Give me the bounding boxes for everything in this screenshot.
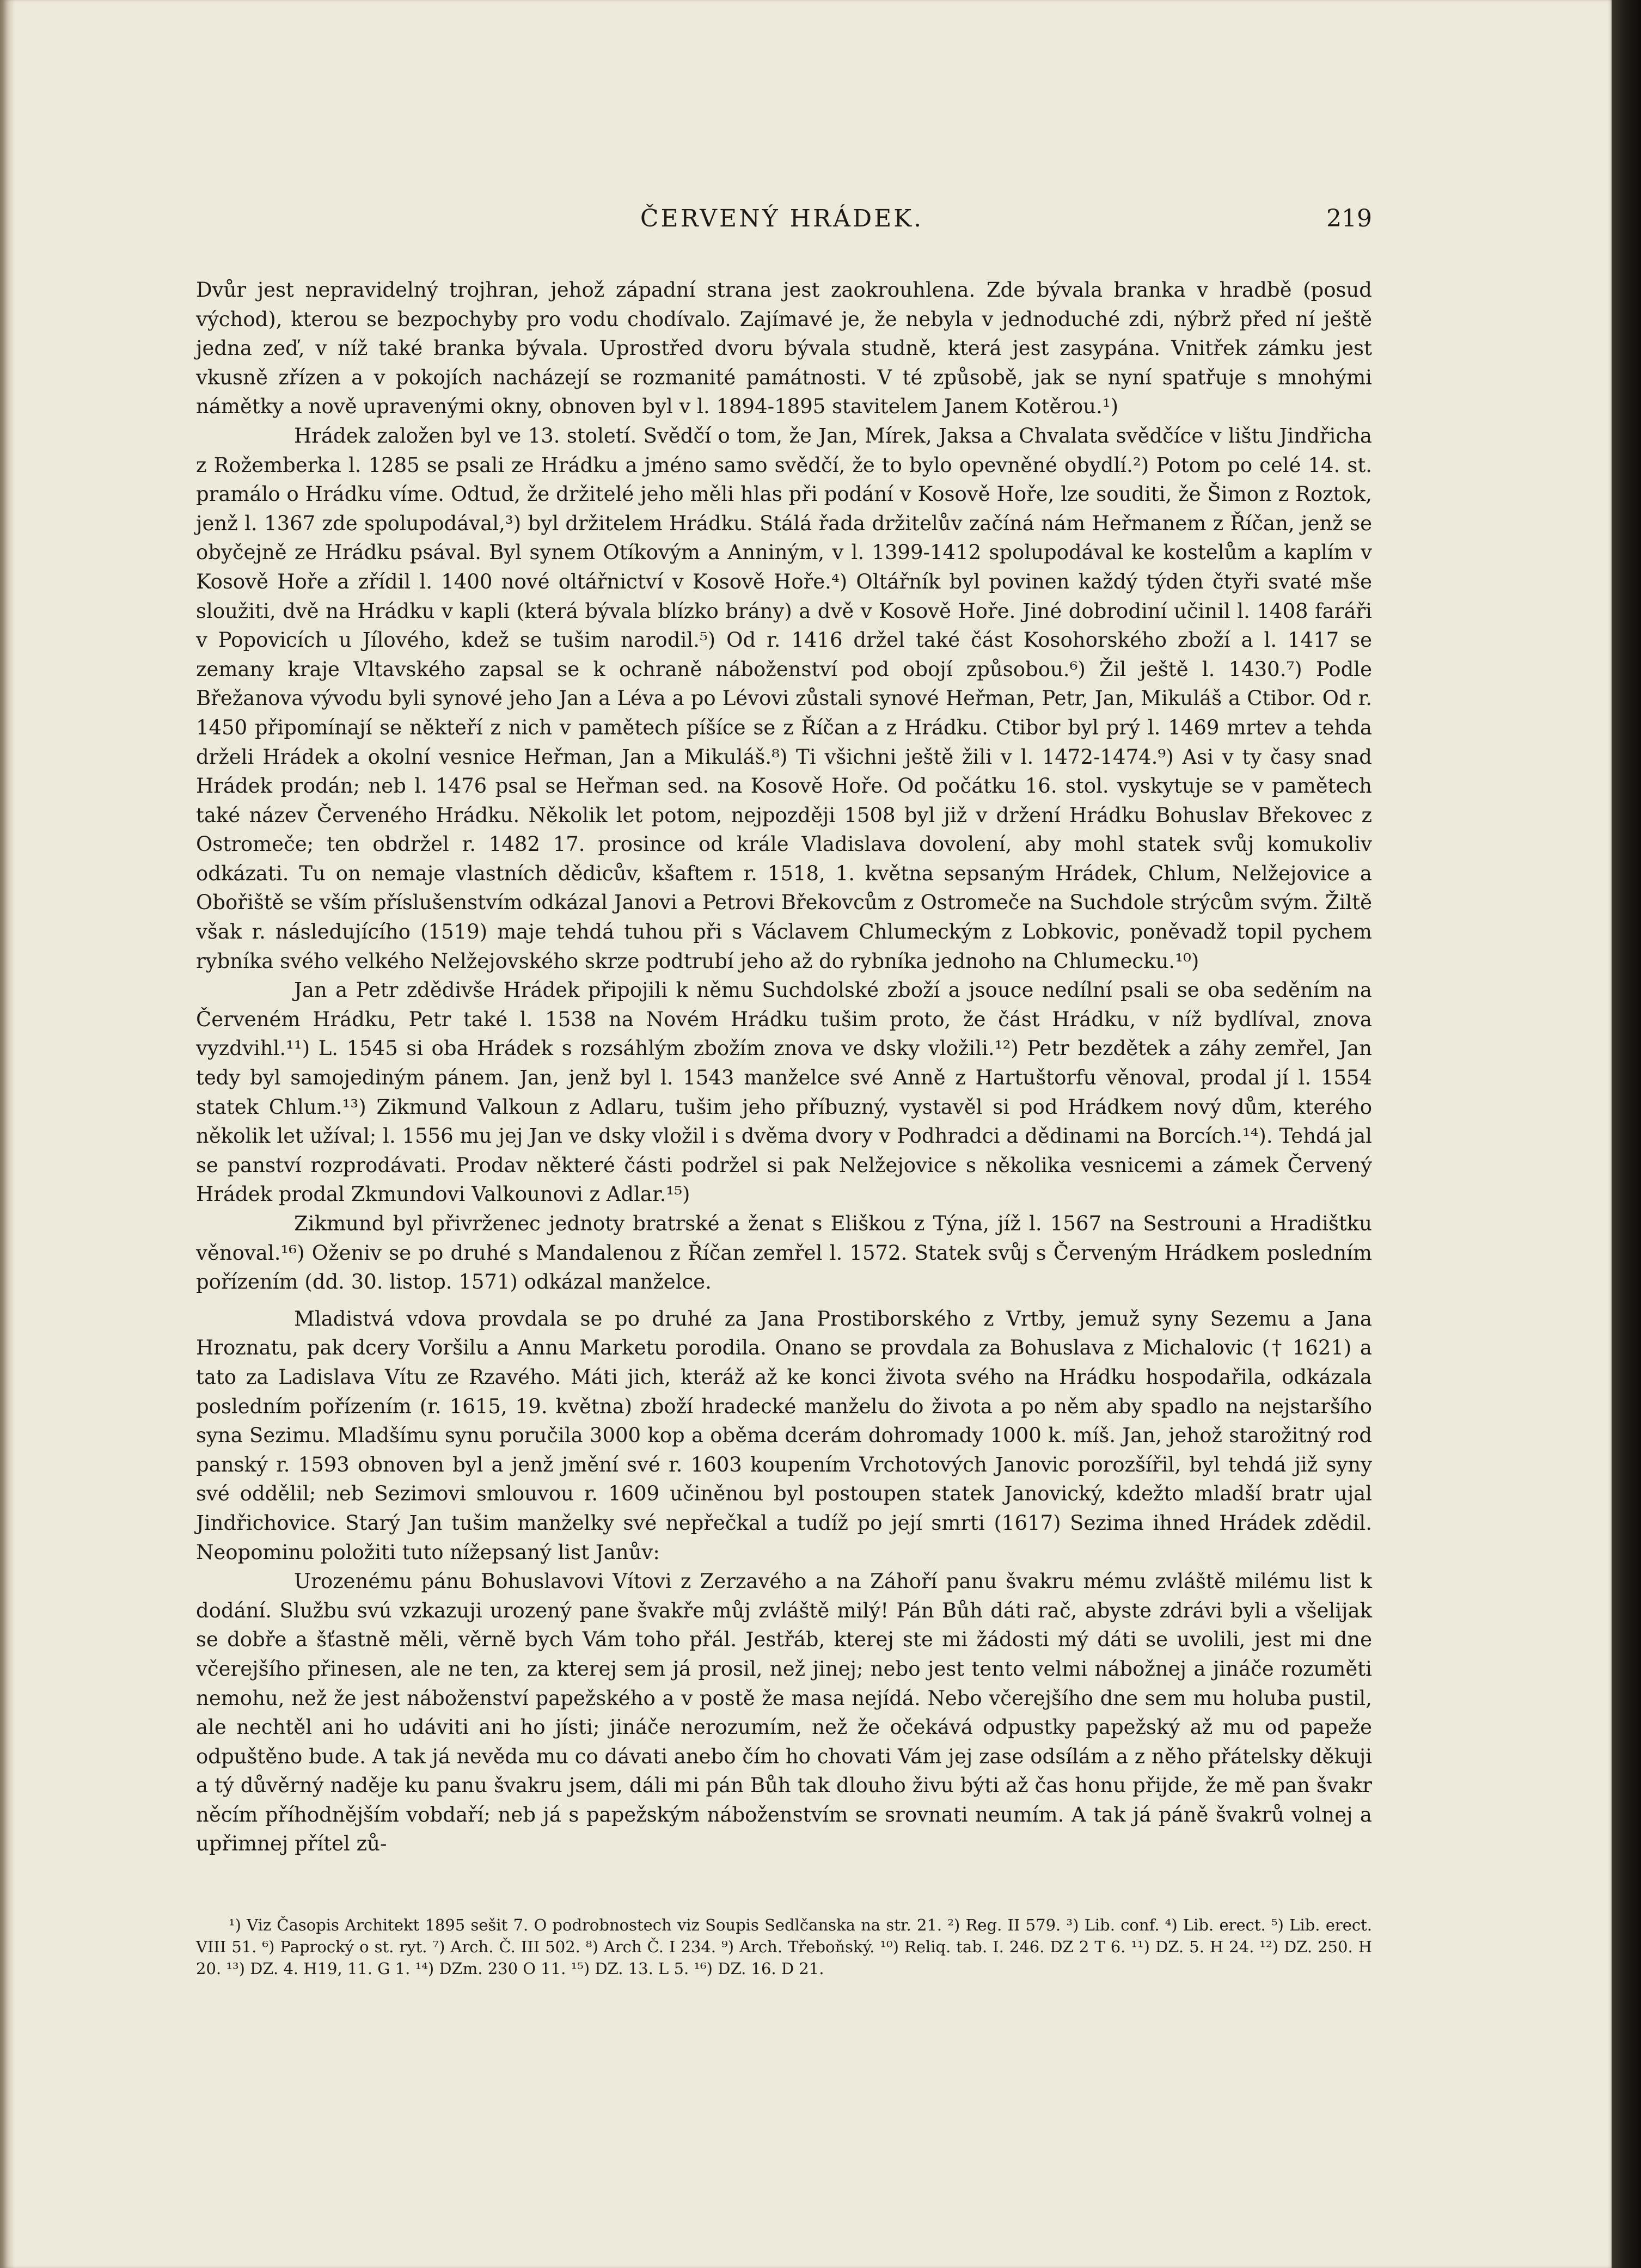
paragraph: Zikmund byl přivrženec jednoty bratrské a ženat s Eliškou z Týna, jíž l. 1567 na Sestrouni a Hradištku věnoval.¹⁶) Oženiv se po druhé s Mandalenou z Říčan zemřel l. 1572. Statek svůj s Červeným Hrádkem posledním pořízením (dd. 30. listop. 1571) odkázal manželce. bbox=[196, 1212, 1372, 1294]
footnotes: ¹) Viz Časopis Architekt 1895 sešit 7. O podrobnostech viz Soupis Sedlčanska na str. 21. ²) Reg. II 579. ³) Lib. conf. ⁴) Lib. erect. ⁵) Lib. erect. VIII 51. ⁶) Paprocký o st. ryt. ⁷) Arch. Č. III 502. ⁸) Arch Č. I 234. ⁹) Arch. Třeboňský. ¹⁰) Reliq. tab. I. 246. DZ 2 T 6. ¹¹) DZ. 5. H 24. ¹²) DZ. 250. H 20. ¹³) DZ. 4. H19, 11. G 1. ¹⁴) DZm. 230 O 11. ¹⁵) DZ. 13. L 5. ¹⁶) DZ. 16. D 21. bbox=[196, 1916, 1372, 1978]
paragraph: Hrádek založen byl ve 13. století. Svědčí o tom, že Jan, Mírek, Jaksa a Chvalata svědčíce v lištu Jindřicha z Rožemberka l. 1285 se psali ze Hrádku a jméno samo svědčí, že to bylo opevněné obydlí.²) Potom po celé 14. st. pramálo o Hrádku víme. Odtud, že držitelé jeho měli hlas při podání v Kosově Hoře, lze souditi, že Šimon z Roztok, jenž l. 1367 zde spolupodával,³) byl držitelem Hrádku. Stálá řada držitelův začíná nám Heřmanem z Říčan, jenž se obyčejně ze Hrádku psával. Byl synem Otíkovým a Anniným, v l. 1399-1412 spolupodával ke kostelům a kaplím v Kosově Hoře a zřídil l. 1400 nové oltářnictví v Kosově Hoře.⁴) Oltářník byl povinen každý týden čtyři svaté mše sloužiti, dvě na Hrádku v kapli (která bývala blízko brány) a dvě v Kosově Hoře. Jiné dobrodiní učinil l. 1408 faráři v Popovicích u Jílového, kdež se tušim narodil.⁵) Od r. 1416 držel také část Kosohorského zboží a l. 1417 se zemany kraje Vltavského zapsal se k ochraně náboženství pod obojí způsobou.⁶) Žil ještě l. 1430.⁷) Podle Břežanova vývodu byli synové jeho Jan a Léva a po Lévovi zůstali synové Heřman, Petr, Jan, Mikuláš a Ctibor. Od r. 1450 připomínají se někteří z nich v pamětech píšíce se z Říčan a z Hrádku. Ctibor byl prý l. 1469 mrtev a tehda drželi Hrádek a okolní vesnice Heřman, Jan a Mikuláš.⁸) Ti všichni ještě žili v l. 1472-1474.⁹) Asi v ty časy snad Hrádek prodán; neb l. 1476 psal se Heřman sed. na Kosově Hoře. Od počátku 16. stol. vyskytuje se v pamětech také název Červeného Hrádku. Několik let potom, nejpozději 1508 byl již v držení Hrádku Bohuslav Břekovec z Ostromeče; ten obdržel r. 1482 17. prosince od krále Vladislava dovolení, aby mohl statek svůj komukoliv odkázati. Tu on nemaje vlastních dědicův, kšaftem r. 1518, 1. května sepsaným Hrádek, Chlum, Nelžejovice a Obořiště se vším příslušenstvím odkázal Janovi a Petrovi Břekovcům z Ostromeče na Suchdole strýcům svým. Žiltě však r. následujícího (1519) maje tehdá tuhou při s Václavem Chlumeckým z Lobkovic, poněvadž topil pychem rybníka svého velkého Nelžejovského skrze podtrubí jeho až do rybníka jednoho na Chlumecku.¹⁰) bbox=[196, 424, 1372, 973]
paragraph: Jan a Petr zdědivše Hrádek připojili k němu Suchdolské zboží a jsouce nedílní psali se oba seděním na Červeném Hrádku, Petr také l. 1538 na Novém Hrádku tušim proto, že část Hrádku, v níž bydlíval, znova vyzdvihl.¹¹) L. 1545 si oba Hrádek s rozsáhlým zbožím znova ve dsky vložili.¹²) Petr bezdětek a záhy zemřel, Jan tedy byl samojediným pánem. Jan, jenž byl l. 1543 manželce své Anně z Hartuštorfu věnoval, prodal jí l. 1554 statek Chlum.¹³) Zikmund Valkoun z Adlaru, tušim jeho příbuzný, vystavěl si pod Hrádkem nový dům, kterého několik let užíval; l. 1556 mu jej Jan ve dsky vložil i s dvěma dvory v Podhradci a dědinami na Borcích.¹⁴). Tehdá jal se panství rozprodávati. Prodav některé části podržel si pak Nelžejovice s několika vesnicemi a zámek Červený Hrádek prodal Zkmundovi Valkounovi z Adlar.¹⁵) bbox=[196, 978, 1372, 1206]
paragraph: Urozenému pánu Bohuslavovi Vítovi z Zerzavého a na Záhoří panu švakru mému zvláště milému list k dodání. Službu svú vzkazuji urozený pane švakře můj zvláště milý! Pán Bůh dáti rač, abyste zdrávi byli a všelijak se dobře a šťastně měli, věrně bych Vám toho přál. Jestřáb, kterej ste mi žádosti mý dáti se uvolili, jest mi dne včerejšího přinesen, ale ne ten, za kterej sem já prosil, než jinej; nebo jest tento velmi nábožnej a jináče rozuměti nemohu, než že jest náboženství papežského a v postě že masa nejídá. Nebo včerejšího dne sem mu holuba pustil, ale nechtěl ani ho udáviti ani ho jísti; jináče nerozumím, než že očekává odpustky papežský až mu od papeže odpuštěno bude. A tak já nevěda mu co dávati anebo čím ho chovati Vám jej zase odsílám a z něho přátelsky děkuji a tý důvěrný naděje ku panu švakru jsem, dáli mi pán Bůh tak dlouho živu býti až čas honu přijde, že mě pan švakr něcím příhodnějším vobdaří; neb já s papežským náboženstvím se srovnati neumím. A tak já páně švakrů volnej a upřimnej přítel zů- bbox=[196, 1570, 1372, 1856]
paragraph: Dvůr jest nepravidelný trojhran, jehož západní strana jest zaokrouhlena. Zde bývala branka v hradbě (posud východ), kterou se bezpochyby pro vodu chodívalo. Zajímavé je, že nebyla v jednoduché zdi, nýbrž před ní ještě jedna zeď, v níž také branka bývala. Uprostřed dvoru bývala studně, která jest zasypána. Vnitřek zámku jest vkusně zřízen a v pokojích nacházejí se rozmanité památnosti. V té způsobě, jak se nyní spatřuje s mnohými námětky a nově upravenými okny, obnoven byl v l. 1894-1895 stavitelem Janem Kotěrou.¹) bbox=[196, 278, 1372, 419]
scan-edge bbox=[1612, 0, 1641, 2268]
paragraph: Mladistvá vdova provdala se po druhé za Jana Prostiborského z Vrtby, jemuž syny Sezemu a Jana Hroznatu, pak dcery Voršilu a Annu Marketu porodila. Onano se provdala za Bohuslava z Michalovic († 1621) a tato za Ladislava Vítu ze Rzavého. Máti jich, kteráž až ke konci života svého na Hrádku hospodařila, odkázala posledním pořízením (r. 1615, 19. května) zboží hradecké manželu do života a po něm aby spadlo na nejstaršího syna Sezimu. Mladšímu synu poručila 3000 kop a oběma dcerám dohromady 1000 k. míš. Jan, jehož starožitný rod panský r. 1593 obnoven byl a jenž jmění své r. 1603 koupením Vrchotových Janovic porozšířil, byl tehdá již syny své oddělil; neb Sezimovi smlouvou r. 1609 učiněnou byl postoupen statek Janovický, kdežto mladší bratr ujal Jindřichovice. Starý Jan tušim manželky své nepřečkal a tudíž po její smrti (1617) Sezima ihned Hrádek zdědil. Neopominu položiti tuto nížepsaný list Janův: bbox=[196, 1307, 1372, 1564]
gutter-shadow bbox=[0, 0, 15, 2268]
page-number: 219 bbox=[1326, 205, 1372, 232]
running-title: ČERVENÝ HRÁDEK. bbox=[640, 205, 924, 232]
main-text bbox=[196, 275, 1372, 1859]
page-header bbox=[192, 205, 1372, 240]
